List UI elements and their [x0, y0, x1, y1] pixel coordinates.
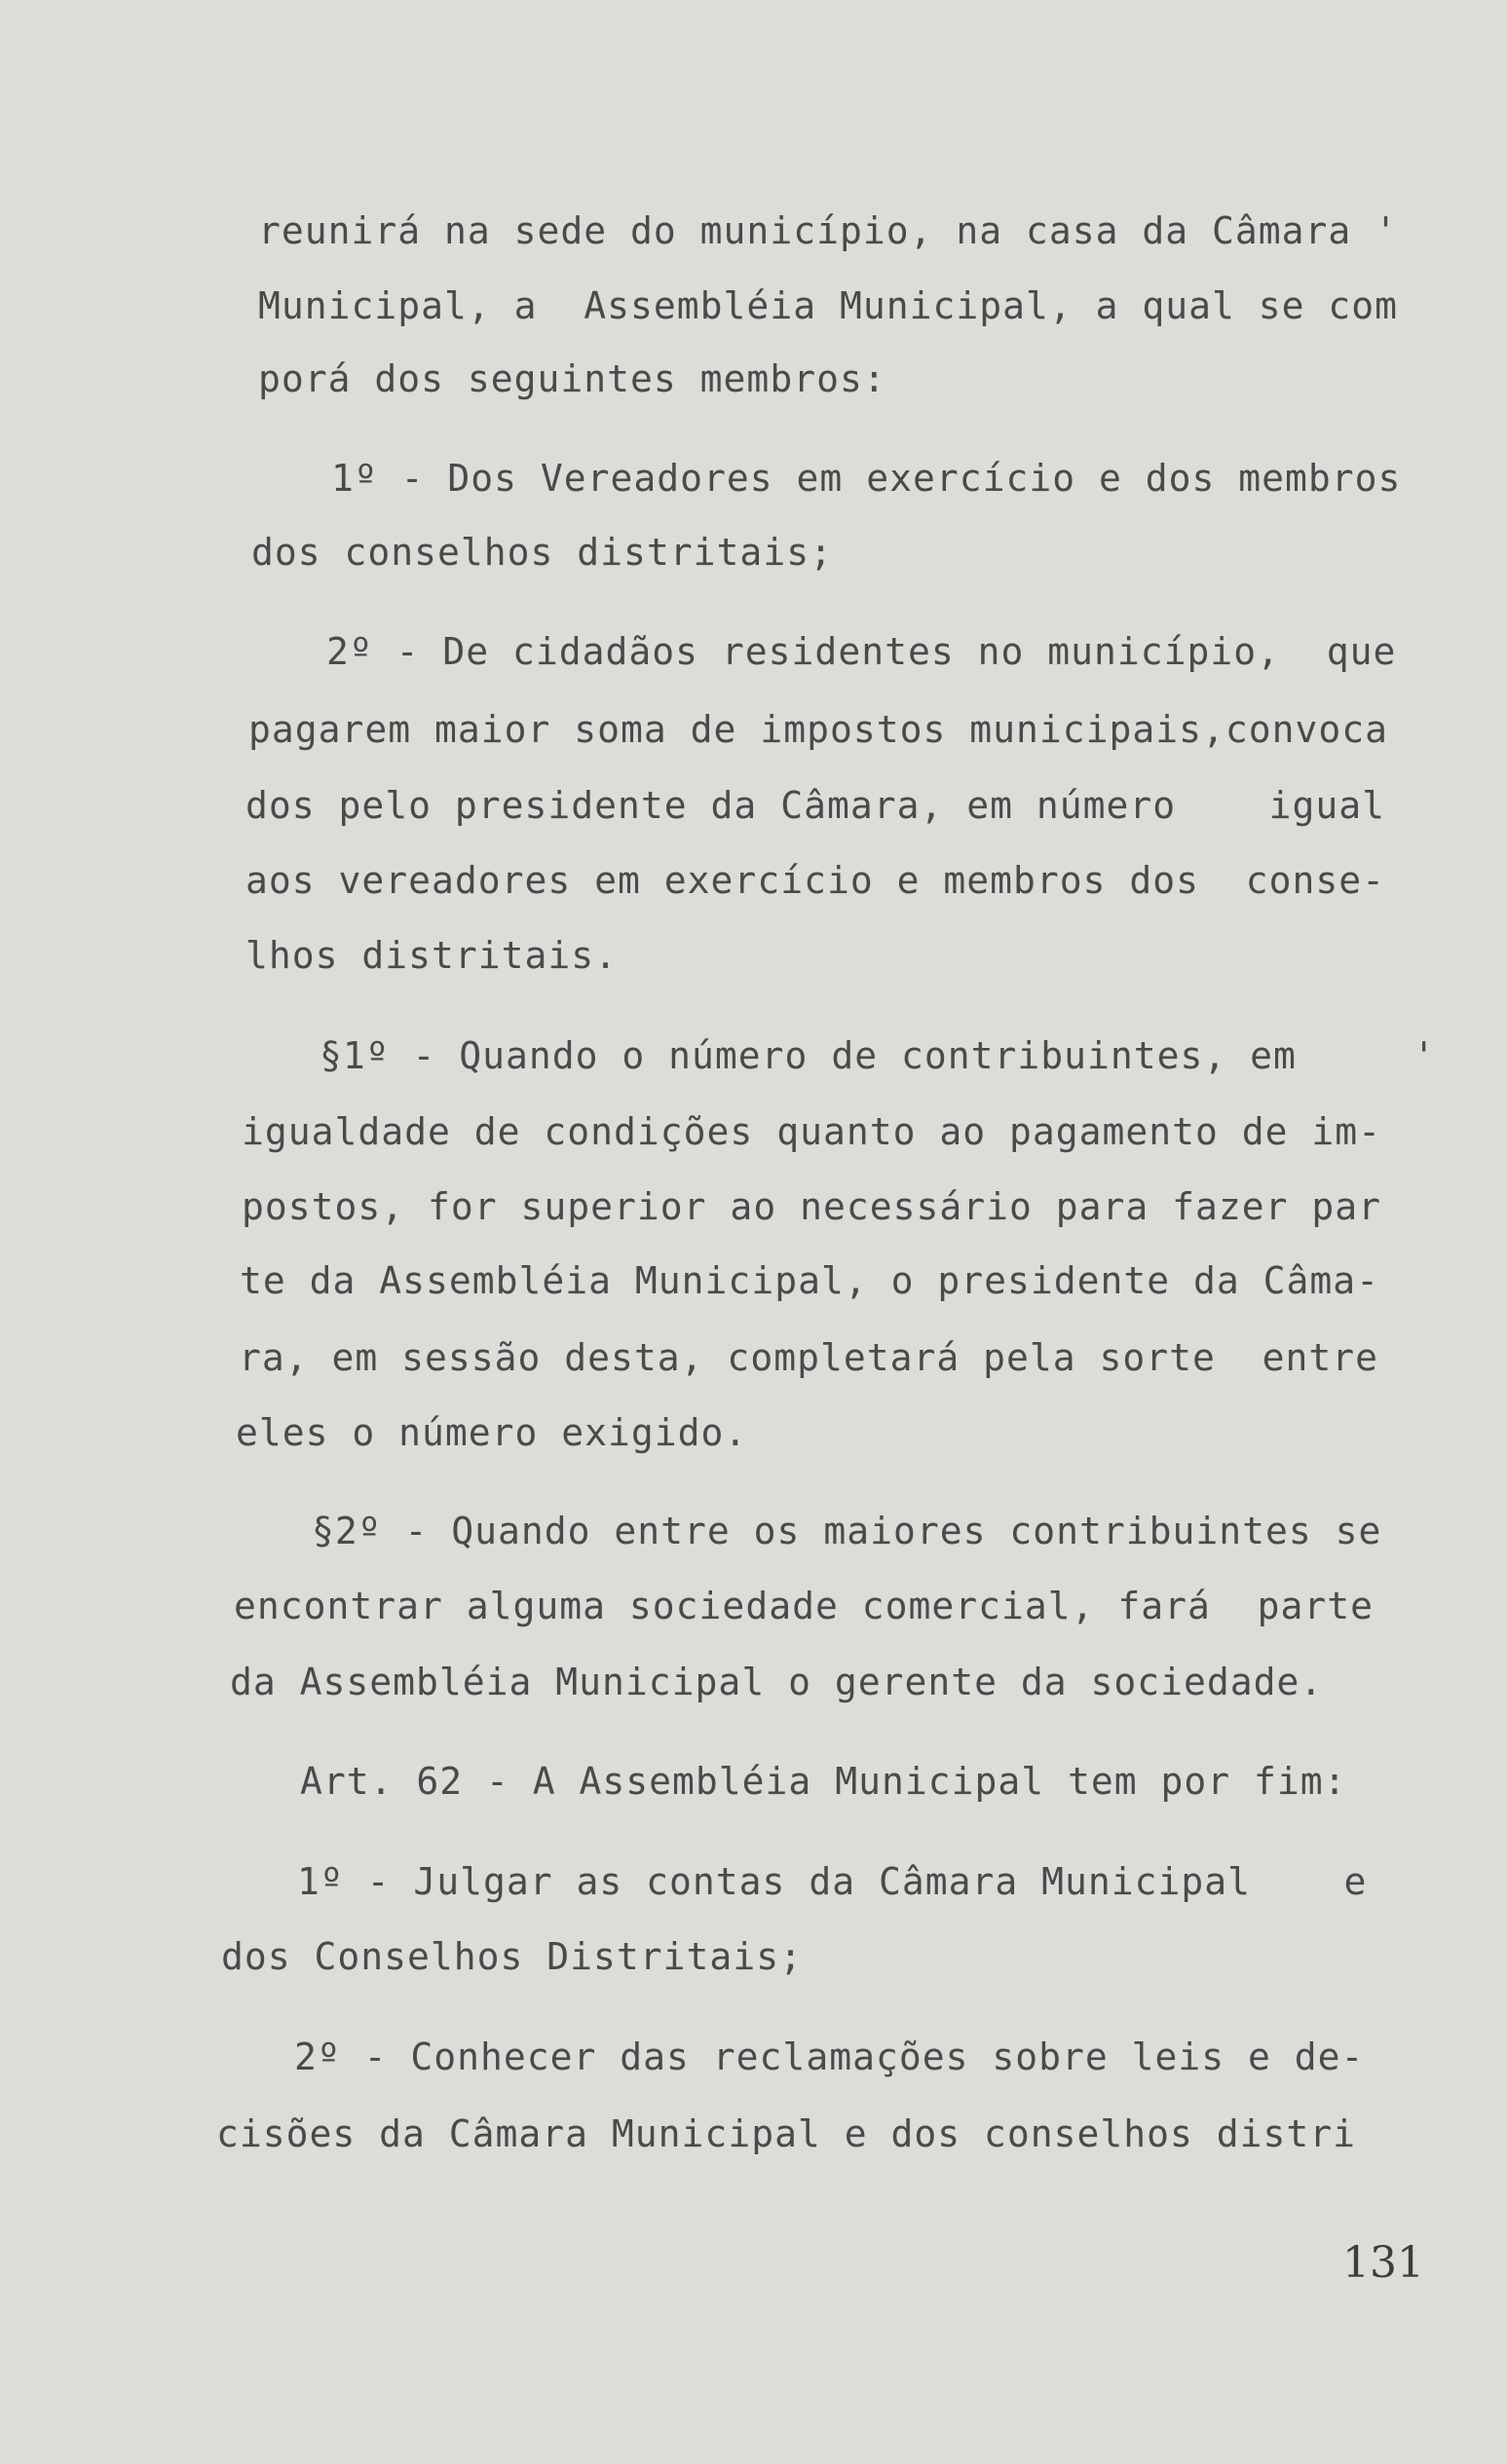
text-line: dos Conselhos Distritais; — [221, 1935, 803, 1978]
text-line: dos conselhos distritais; — [251, 531, 833, 574]
text-line: aos vereadores em exercício e membros dos conse- — [245, 859, 1386, 902]
text-line: igualdade de condições quanto ao pagamento de im- — [242, 1110, 1382, 1153]
text-line: eles o número exigido. — [236, 1411, 748, 1454]
text-line: §2º - Quando entre os maiores contribuintes se — [312, 1510, 1382, 1552]
text-line: lhos distritais. — [245, 934, 619, 977]
text-line: porá dos seguintes membros: — [258, 357, 886, 400]
text-line: da Assembléia Municipal o gerente da sociedade. — [230, 1661, 1324, 1703]
text-line: reunirá na sede do município, na casa da Câmara ' — [258, 209, 1399, 252]
text-line: pagarem maior soma de impostos municipais,convoca — [248, 708, 1389, 751]
text-line: dos pelo presidente da Câmara, em número igual — [245, 784, 1386, 827]
text-line: 2º - De cidadãos residentes no município, que — [326, 630, 1397, 673]
text-line: 1º - Dos Vereadores em exercício e dos membros — [331, 457, 1402, 500]
text-line: 2º - Conhecer das reclamações sobre leis e de- — [294, 2035, 1365, 2078]
text-line: 1º - Julgar as contas da Câmara Municipal e — [297, 1860, 1368, 1903]
text-line: cisões da Câmara Municipal e dos conselhos distri — [216, 2112, 1357, 2155]
text-line: §1º - Quando o número de contribuintes, em ' — [320, 1034, 1437, 1077]
text-line: Art. 62 - A Assembléia Municipal tem por fim: — [300, 1760, 1347, 1803]
text-line: te da Assembléia Municipal, o presidente da Câma- — [240, 1259, 1380, 1302]
text-line: Municipal, a Assembléia Municipal, a qual se com — [258, 284, 1399, 327]
text-line: ra, em sessão desta, completará pela sorte entre — [239, 1336, 1379, 1379]
text-line: postos, for superior ao necessário para fazer par — [242, 1185, 1382, 1228]
text-line: encontrar alguma sociedade comercial, fará parte — [234, 1585, 1375, 1627]
page-number: 131 — [1342, 2238, 1424, 2288]
